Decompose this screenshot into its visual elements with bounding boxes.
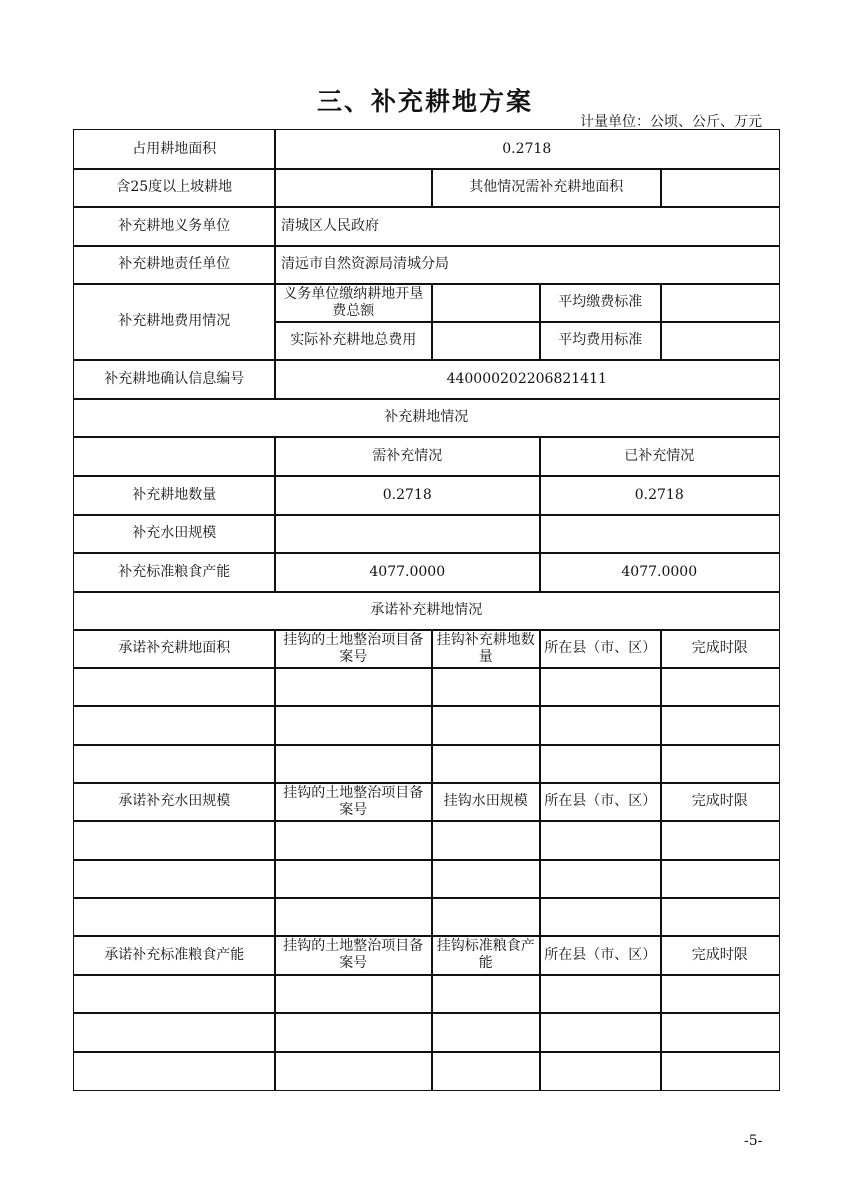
situation-row-label: 补充标准粮食产能 xyxy=(73,552,276,593)
promise-blank-cell xyxy=(431,859,541,899)
promise-column-header: 承诺补充耕地面积 xyxy=(73,629,276,669)
confirm-number-label: 补充耕地确认信息编号 xyxy=(73,359,276,400)
done-header: 已补充情况 xyxy=(539,436,780,477)
supplement-farmland-table xyxy=(73,129,778,1089)
promise-blank-cell xyxy=(274,744,433,784)
promise-blank-cell xyxy=(539,859,662,899)
promise-blank-cell xyxy=(539,705,662,746)
promise-blank-cell xyxy=(274,1012,433,1053)
promise-blank-cell xyxy=(274,974,433,1014)
situation-row-done: 0.2718 xyxy=(539,475,780,516)
promise-column-header: 承诺补充水田规模 xyxy=(73,782,276,822)
cost-label: 补充耕地费用情况 xyxy=(73,283,276,361)
responsible-value: 清远市自然资源局清城分局 xyxy=(274,245,780,285)
promise-blank-cell xyxy=(660,897,780,937)
promise-column-header: 挂钩的土地整治项目备案号 xyxy=(274,629,433,669)
promise-blank-cell xyxy=(274,820,433,861)
promise-blank-cell xyxy=(431,897,541,937)
slope25-value xyxy=(274,168,433,208)
page-number: -5- xyxy=(744,1133,763,1149)
promise-blank-cell xyxy=(431,1051,541,1091)
avg-fee-label: 平均缴费标准 xyxy=(539,283,662,323)
promise-blank-cell xyxy=(660,974,780,1014)
responsible-label: 补充耕地责任单位 xyxy=(73,245,276,285)
promise-column-header: 挂钩补充耕地数量 xyxy=(431,629,541,669)
promise-column-header: 承诺补充标准粮食产能 xyxy=(73,935,276,976)
promise-column-header: 完成时限 xyxy=(660,782,780,822)
promise-blank-cell xyxy=(539,820,662,861)
promise-blank-cell xyxy=(660,667,780,707)
promise-blank-cell xyxy=(431,974,541,1014)
promise-blank-cell xyxy=(73,667,276,707)
promise-blank-cell xyxy=(539,974,662,1014)
actual-cost-value xyxy=(431,321,541,361)
confirm-number-value: 440000202206821411 xyxy=(274,359,780,400)
fee-total-value xyxy=(431,283,541,323)
promise-blank-cell xyxy=(274,859,433,899)
occupied-area-label: 占用耕地面积 xyxy=(73,129,276,170)
promise-blank-cell xyxy=(660,744,780,784)
promise-column-header: 所在县（市、区） xyxy=(539,935,662,976)
promise-blank-cell xyxy=(274,667,433,707)
promise-column-header: 挂钩水田规模 xyxy=(431,782,541,822)
promise-blank-cell xyxy=(660,1012,780,1053)
promise-column-header: 挂钩的土地整治项目备案号 xyxy=(274,935,433,976)
slope25-label: 含25度以上坡耕地 xyxy=(73,168,276,208)
promise-blank-cell xyxy=(660,859,780,899)
promise-column-header: 完成时限 xyxy=(660,629,780,669)
promise-blank-cell xyxy=(73,897,276,937)
promise-blank-cell xyxy=(539,667,662,707)
promise-blank-cell xyxy=(431,744,541,784)
promise-blank-cell xyxy=(431,705,541,746)
other-area-label: 其他情况需补充耕地面积 xyxy=(431,168,662,208)
promise-blank-cell xyxy=(274,705,433,746)
situation-row-need xyxy=(274,514,541,554)
promise-blank-cell xyxy=(274,897,433,937)
promise-blank-cell xyxy=(539,744,662,784)
promise-blank-cell xyxy=(431,667,541,707)
situation-header: 补充耕地情况 xyxy=(73,398,780,438)
obligor-label: 补充耕地义务单位 xyxy=(73,206,276,247)
promise-blank-cell xyxy=(73,974,276,1014)
promise-blank-cell xyxy=(73,1012,276,1053)
promise-header: 承诺补充耕地情况 xyxy=(73,591,780,631)
fee-total-label: 义务单位缴纳耕地开垦费总额 xyxy=(274,283,433,323)
unit-note: 计量单位：公顷、公斤、万元 xyxy=(580,114,762,130)
promise-column-header: 挂钩的土地整治项目备案号 xyxy=(274,782,433,822)
need-header: 需补充情况 xyxy=(274,436,541,477)
avg-cost-label: 平均费用标准 xyxy=(539,321,662,361)
promise-blank-cell xyxy=(73,1051,276,1091)
promise-blank-cell xyxy=(431,1012,541,1053)
promise-blank-cell xyxy=(73,820,276,861)
occupied-area-value: 0.2718 xyxy=(274,129,780,170)
promise-column-header: 挂钩标准粮食产能 xyxy=(431,935,541,976)
promise-column-header: 所在县（市、区） xyxy=(539,629,662,669)
situation-row-need: 4077.0000 xyxy=(274,552,541,593)
promise-blank-cell xyxy=(660,820,780,861)
promise-blank-cell xyxy=(660,1051,780,1091)
actual-cost-label: 实际补充耕地总费用 xyxy=(274,321,433,361)
avg-fee-value xyxy=(660,283,780,323)
obligor-value: 清城区人民政府 xyxy=(274,206,780,247)
promise-blank-cell xyxy=(539,897,662,937)
promise-blank-cell xyxy=(73,859,276,899)
promise-blank-cell xyxy=(431,820,541,861)
promise-column-header: 完成时限 xyxy=(660,935,780,976)
situation-row-done xyxy=(539,514,780,554)
situation-row-label: 补充耕地数量 xyxy=(73,475,276,516)
promise-blank-cell xyxy=(539,1012,662,1053)
promise-blank-cell xyxy=(73,744,276,784)
avg-cost-value xyxy=(660,321,780,361)
promise-blank-cell xyxy=(73,705,276,746)
promise-blank-cell xyxy=(660,705,780,746)
other-area-value xyxy=(660,168,780,208)
promise-column-header: 所在县（市、区） xyxy=(539,782,662,822)
page-title: 三、补充耕地方案 xyxy=(316,87,533,116)
promise-blank-cell xyxy=(274,1051,433,1091)
situation-row-label: 补充水田规模 xyxy=(73,514,276,554)
promise-blank-cell xyxy=(539,1051,662,1091)
situation-row-done: 4077.0000 xyxy=(539,552,780,593)
blank-corner xyxy=(73,436,276,477)
situation-row-need: 0.2718 xyxy=(274,475,541,516)
